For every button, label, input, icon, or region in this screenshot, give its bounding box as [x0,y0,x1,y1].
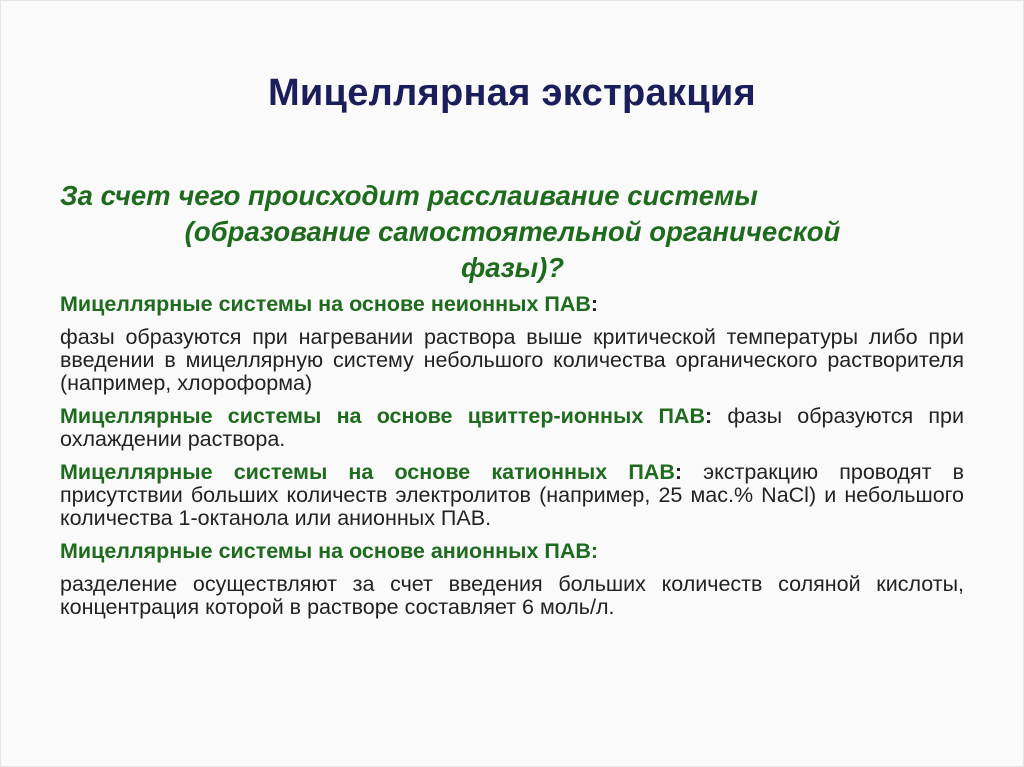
section-zwitterionic [60,405,964,451]
section-anionic-heading: Мицеллярные системы на основе анионных ПАВ: [60,539,599,563]
section-cationic-text: экстракцию проводят в присутствии больших количеств электролитов (например, 25 мас.% NaCl) и небольшого количества 1-октанола или анионных ПАВ. [60,460,964,530]
section-nonionic-colon: : [590,292,599,316]
question-line-2: (образование самостоятельной органической [184,216,841,247]
section-cationic-title: Мицеллярные системы на основе катионных ПАВ [60,460,675,484]
section-anionic-text: разделение осуществляют за счет введения больших количеств соляной кислоты, концентрация которой в растворе составляет 6 моль/л. [60,572,964,619]
section-zwitterionic-title: Мицеллярные системы на основе цвиттер-ионных ПАВ [60,404,705,428]
section-cationic-colon: : [674,460,683,484]
section-nonionic-text: фазы образуются при нагревании раствора выше критической температуры либо при введении в мицеллярную систему небольшого количества органического растворителя (например, хлороформа) [60,325,964,395]
section-cationic [60,461,964,530]
slide-title: Мицеллярная экстракция [267,72,757,114]
question-line-3: фазы)? [460,252,565,283]
slide-body [60,293,964,629]
question-text [60,178,965,286]
section-nonionic-title: Мицеллярные системы на основе неионных ПАВ [60,292,591,316]
question-line-1: За счет чего происходит расслаивание системы [60,180,758,211]
section-zwitterionic-text: фазы образуются при охлаждении раствора. [60,404,964,451]
section-zwitterionic-colon: : [704,404,713,428]
section-nonionic-heading [60,293,964,316]
